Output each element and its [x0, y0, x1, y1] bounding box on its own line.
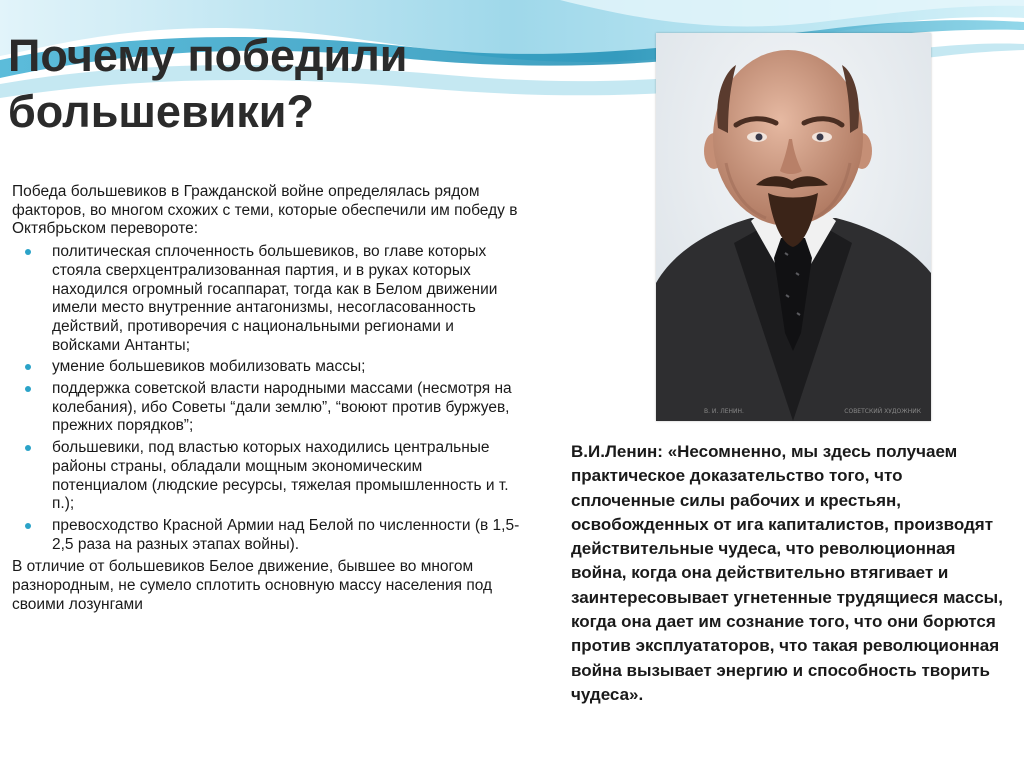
factor-text: большевики, под властью которых находились центральные районы страны, обладали мощным экономическим потенциалом (людские ресурсы, тяжелая промышленность и т. п.);	[52, 439, 509, 513]
slide-title: Почему победили большевики?	[8, 30, 408, 137]
bullet-icon	[25, 523, 31, 529]
bullet-icon	[25, 364, 31, 370]
factor-item	[52, 243, 522, 355]
factor-text: политическая сплоченность большевиков, во главе которых стояла сверхцентрализованная партия, и в руках которых находился огромный госаппарат, тогда как в Белом движении имели место внутренние антагонизмы, несогласованность действий, противоречия с национальными регионами и войсками Антанты;	[52, 243, 498, 354]
factor-item	[52, 380, 522, 436]
portrait-caption-left: В. И. ЛЕНИН.	[704, 408, 744, 415]
factor-item	[52, 439, 522, 514]
factor-item	[52, 358, 522, 377]
lenin-quote: В.И.Ленин: «Несомненно, мы здесь получаем практическое доказательство того, что сплоченные силы рабочих и крестьян, освобожденных от ига капиталистов, производят действительные чудеса, что революционная война, когда она действительно втягивает и заинтересовывает угнетенные трудящиеся массы, когда она дает им сознание того, что они борются против эксплуататоров, что такая революционная война вызывает энергию и способность творить чудеса».	[571, 442, 1003, 704]
conclusion-paragraph: В отличие от большевиков Белое движение, бывшее во многом разнородным, не сумело сплотить основную массу населения под своими лозунгами	[12, 558, 493, 613]
factor-text: умение большевиков мобилизовать массы;	[52, 358, 366, 376]
bullet-icon	[25, 249, 31, 255]
factor-text: поддержка советской власти народными массами (несмотря на колебания), ибо Советы “дали землю”, “воюют против буржуев, прежних порядков”;	[52, 380, 512, 435]
factor-item	[52, 517, 522, 554]
bullet-icon	[25, 386, 31, 392]
portrait-caption-right: СОВЕТСКИЙ ХУДОЖНИК	[844, 408, 921, 415]
lenin-portrait	[656, 33, 931, 421]
factors-text-block	[12, 183, 522, 614]
factors-list	[12, 243, 522, 554]
intro-paragraph: Победа большевиков в Гражданской войне определялась рядом факторов, во многом схожих с теми, которые обеспечили им победу в Октябрьском перевороте:	[12, 183, 518, 238]
factor-text: превосходство Красной Армии над Белой по численности (в 1,5-2,5 раза на разных этапах войны).	[52, 516, 520, 553]
bullet-icon	[25, 445, 31, 451]
